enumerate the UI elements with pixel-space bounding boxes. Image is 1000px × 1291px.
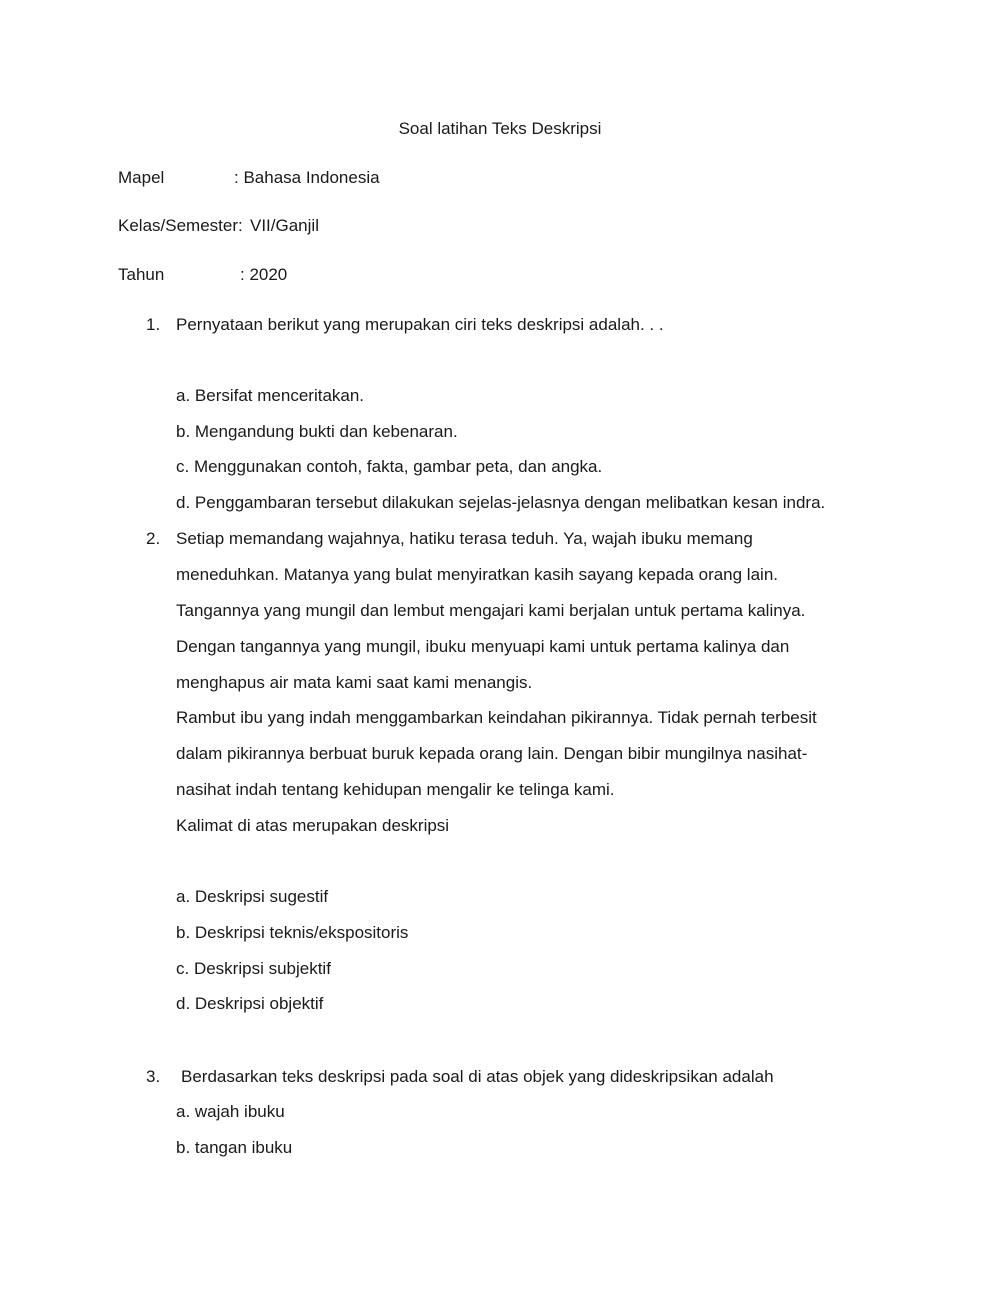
option-d: d. Penggambaran tersebut dilakukan sejelas-jelasnya dengan melibatkan kesan indra. [176,493,826,512]
passage-line: nasihat indah tentang kehidupan mengalir ke telinga kami. [176,780,615,799]
meta-kelas [118,216,319,236]
option-b: b. tangan ibuku [176,1138,293,1157]
question-number: 3. [146,1067,161,1086]
option-c: c. Menggunakan contoh, fakta, gambar peta, dan angka. [176,457,603,476]
option-b: b. Mengandung bukti dan kebenaran. [176,422,458,441]
meta-tahun [118,265,288,285]
option-a: a. Deskripsi sugestif [176,887,329,906]
option-a: a. Bersifat menceritakan. [176,386,365,405]
option-d: d. Deskripsi objektif [176,994,324,1013]
option-c: c. Deskripsi subjektif [176,959,331,978]
passage-line: menghapus air mata kami saat kami menangis. [176,673,533,692]
meta-tahun-label: Tahun [118,265,165,284]
meta-kelas-value: VII/Ganjil [250,216,319,235]
meta-mapel [118,168,380,188]
passage-line: Dengan tangannya yang mungil, ibuku menyuapi kami untuk pertama kalinya dan [176,637,790,656]
question-text: Pernyataan berikut yang merupakan ciri teks deskripsi adalah. . . [176,315,664,334]
question-text: Berdasarkan teks deskripsi pada soal di atas objek yang dideskripsikan adalah [181,1067,774,1086]
meta-kelas-label: Kelas/Semester: [118,216,243,235]
option-a: a. wajah ibuku [176,1102,285,1121]
question-number: 1. [146,315,161,334]
meta-mapel-value: : Bahasa Indonesia [234,168,380,187]
page-title: Soal latihan Teks Deskripsi [398,119,602,138]
question-number: 2. [146,529,161,548]
passage-line: Rambut ibu yang indah menggambarkan keindahan pikirannya. Tidak pernah terbesit [176,708,817,727]
option-b: b. Deskripsi teknis/ekspositoris [176,923,409,942]
meta-mapel-label: Mapel [118,168,165,187]
question-prompt: Kalimat di atas merupakan deskripsi [176,816,450,835]
passage-line: Tangannya yang mungil dan lembut mengajari kami berjalan untuk pertama kalinya. [176,601,806,620]
passage-line: dalam pikirannya berbuat buruk kepada orang lain. Dengan bibir mungilnya nasihat- [176,744,808,763]
meta-tahun-value: : 2020 [240,265,288,284]
passage-line: Setiap memandang wajahnya, hatiku terasa teduh. Ya, wajah ibuku memang [176,529,753,548]
passage-line: meneduhkan. Matanya yang bulat menyiratkan kasih sayang kepada orang lain. [176,565,778,584]
